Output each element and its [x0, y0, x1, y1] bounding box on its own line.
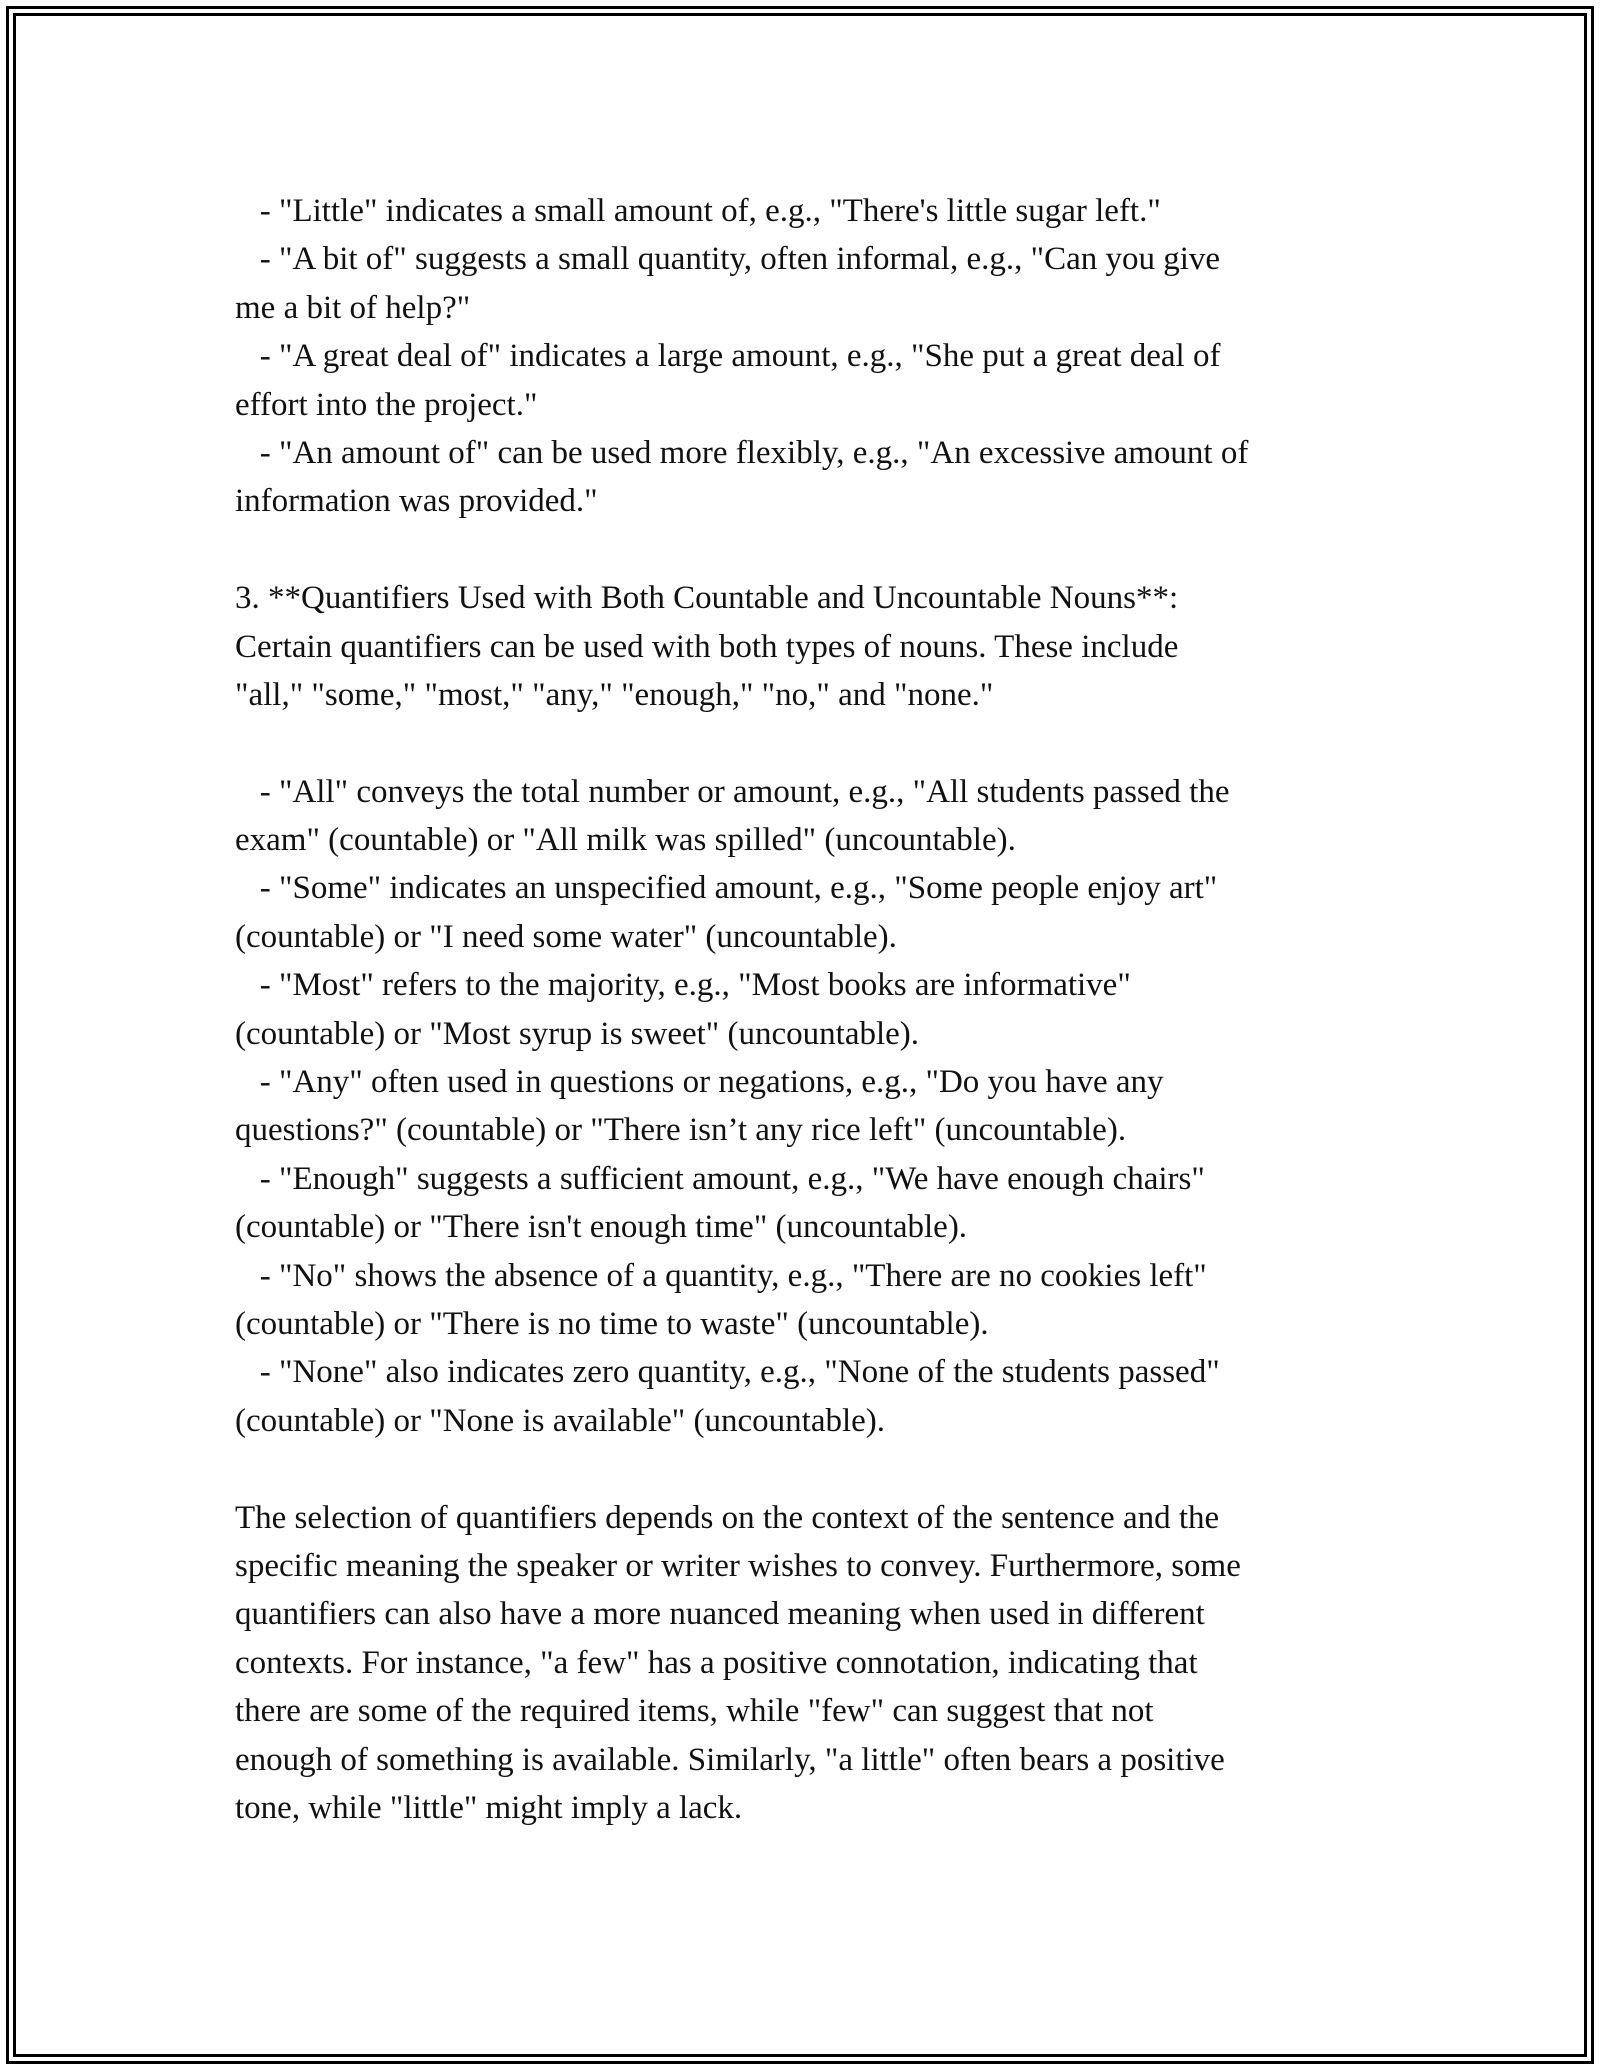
- text-line: - "A bit of" suggests a small quantity, often informal, e.g., "Can you give: [235, 241, 1221, 278]
- text-line: tone, while "little" might imply a lack.: [235, 1789, 743, 1826]
- paragraph: [235, 574, 1375, 719]
- text-line: (countable) or "I need some water" (uncountable).: [235, 918, 897, 955]
- text-line: - "None" also indicates zero quantity, e.g., "None of the students passed": [235, 1354, 1220, 1391]
- text-line: Certain quantifiers can be used with both types of nouns. These include: [235, 628, 1179, 665]
- text-line: me a bit of help?": [235, 289, 471, 326]
- paragraph-gap: [235, 526, 1375, 574]
- text-line: information was provided.": [235, 483, 598, 520]
- document-body: [235, 187, 1375, 1832]
- text-line: questions?" (countable) or "There isn’t any rice left" (uncountable).: [235, 1112, 1127, 1149]
- text-line: exam" (countable) or "All milk was spilled" (uncountable).: [235, 822, 1016, 859]
- paragraph: [235, 1494, 1375, 1833]
- text-line: enough of something is available. Similarly, "a little" often bears a positive: [235, 1741, 1225, 1778]
- text-line: - "Enough" suggests a sufficient amount, e.g., "We have enough chairs": [235, 1160, 1205, 1197]
- text-line: there are some of the required items, while "few" can suggest that not: [235, 1693, 1154, 1730]
- text-line: (countable) or "There isn't enough time" (uncountable).: [235, 1209, 968, 1246]
- paragraph: [235, 187, 1375, 526]
- text-line: - "All" conveys the total number or amount, e.g., "All students passed the: [235, 773, 1230, 810]
- text-line: contexts. For instance, "a few" has a positive connotation, indicating that: [235, 1644, 1198, 1681]
- paragraph-gap: [235, 1445, 1375, 1493]
- text-line: quantifiers can also have a more nuanced meaning when used in different: [235, 1596, 1205, 1633]
- text-line: effort into the project.": [235, 386, 538, 423]
- text-line: - "Some" indicates an unspecified amount, e.g., "Some people enjoy art": [235, 870, 1218, 907]
- text-line: specific meaning the speaker or writer wishes to convey. Furthermore, some: [235, 1547, 1241, 1584]
- text-line: - "A great deal of" indicates a large amount, e.g., "She put a great deal of: [235, 338, 1221, 375]
- text-line: "all," "some," "most," "any," "enough," "no," and "none.": [235, 676, 994, 713]
- text-line: - "No" shows the absence of a quantity, e.g., "There are no cookies left": [235, 1257, 1207, 1294]
- text-line: - "Little" indicates a small amount of, e.g., "There's little sugar left.": [235, 193, 1161, 229]
- text-line: - "Any" often used in questions or negations, e.g., "Do you have any: [235, 1064, 1164, 1101]
- paragraph-gap: [235, 719, 1375, 767]
- text-line: (countable) or "None is available" (uncountable).: [235, 1402, 886, 1439]
- text-line: 3. **Quantifiers Used with Both Countable and Uncountable Nouns**:: [235, 580, 1179, 617]
- text-line: - "Most" refers to the majority, e.g., "Most books are informative": [235, 967, 1131, 1004]
- text-line: (countable) or "There is no time to waste" (uncountable).: [235, 1305, 989, 1342]
- text-line: The selection of quantifiers depends on the context of the sentence and the: [235, 1499, 1220, 1536]
- paragraph: [235, 768, 1375, 1445]
- text-line: (countable) or "Most syrup is sweet" (uncountable).: [235, 1015, 920, 1052]
- text-line: - "An amount of" can be used more flexibly, e.g., "An excessive amount of: [235, 434, 1249, 471]
